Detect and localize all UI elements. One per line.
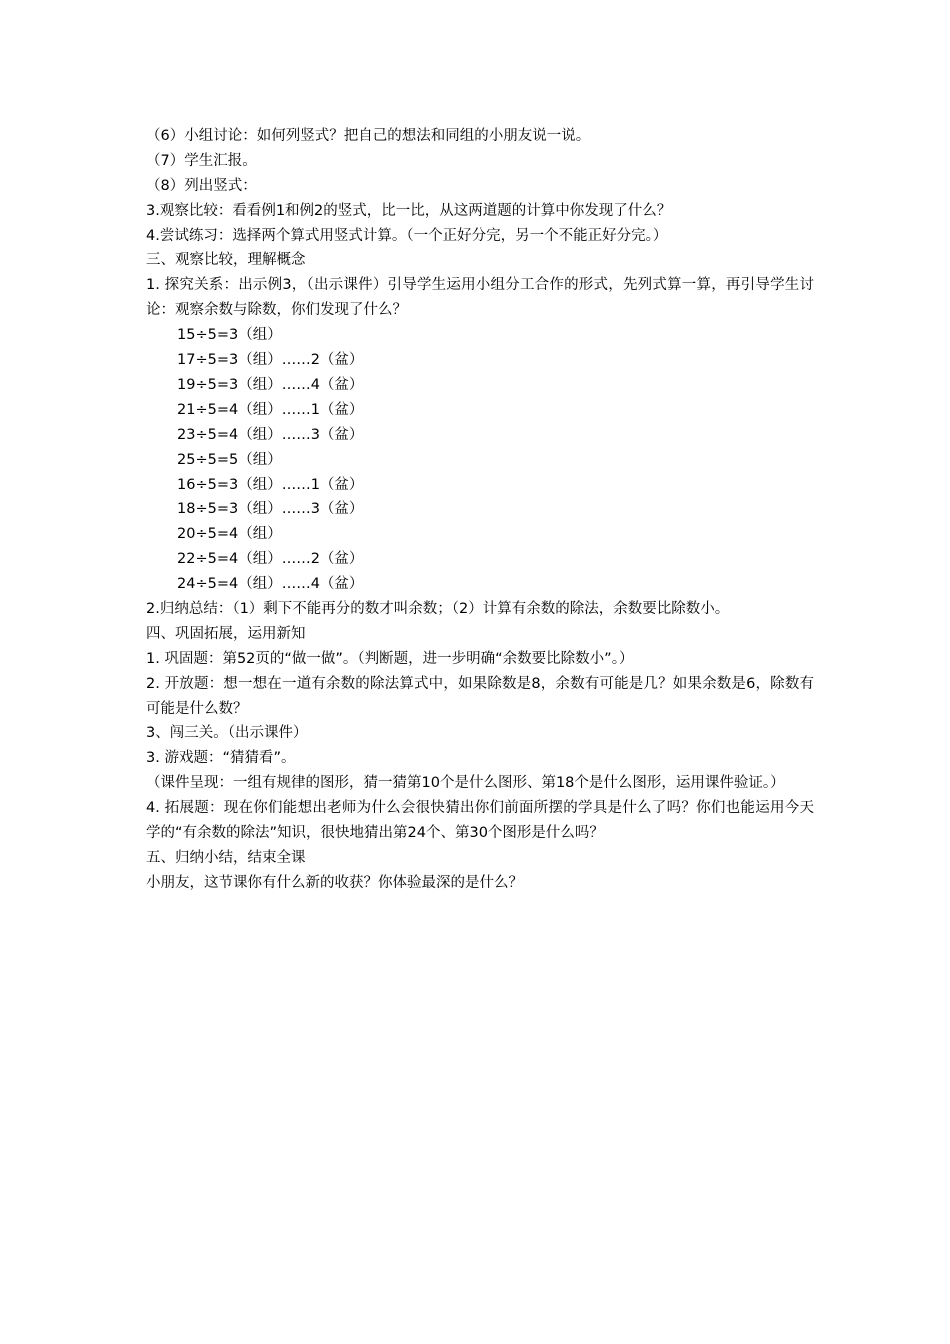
step-6-text: （6）小组讨论：如何列竖式？把自己的想法和同组的小朋友说一说。 bbox=[146, 128, 591, 144]
section-5-heading: 五、归纳小结，结束全课 bbox=[146, 850, 306, 866]
closing-paragraph: 小朋友，这节课你有什么新的收获？你体验最深的是什么？ bbox=[146, 874, 523, 891]
equation-item: 24÷5=4（组）……4（盆） bbox=[177, 576, 364, 593]
equation-item: 23÷5=4（组）……3（盆） bbox=[177, 426, 364, 443]
extension-paragraph: 4. 拓展题：现在你们能想出老师为什么会很快猜出你们前面所摆的学具是什么了吗？你们也能运用今天学的“有余数的除法”知识，很快地猜出第24个、第30个图形是什么吗？ bbox=[146, 800, 814, 842]
equation-item: 18÷5=3（组）……3（盆） bbox=[177, 501, 364, 518]
equation-item: 25÷5=5（组） bbox=[177, 451, 282, 468]
observe-compare-text: 3.观察比较：看看例1和例2的竖式，比一比，从这两道题的计算中你发现了什么？ bbox=[146, 202, 672, 219]
courseware-paragraph: （课件呈现：一组有规律的图形，猜一猜第10个是什么图形、第18个是什么图形，运用课件验证。） bbox=[146, 775, 785, 792]
explore-relation-paragraph: 1. 探究关系：出示例3，（出示课件）引导学生运用小组分工合作的形式，先列式算一算，再引导学生讨论：观察余数与除数，你们发现了什么？ bbox=[146, 277, 814, 319]
open-question-paragraph: 2. 开放题：想一想在一道有余数的除法算式中，如果除数是8，余数有可能是几？如果余数是6，除数有可能是什么数？ bbox=[146, 675, 814, 717]
three-levels-paragraph: 3、闯三关。（出示课件） bbox=[146, 725, 308, 742]
section-3-heading: 三、观察比较，理解概念 bbox=[146, 252, 306, 269]
equation-item: 17÷5=3（组）……2（盆） bbox=[177, 352, 364, 369]
game-paragraph: 3. 游戏题：“猜猜看”。 bbox=[146, 750, 296, 767]
section-4-heading: 四、巩固拓展，运用新知 bbox=[146, 625, 306, 642]
equation-item: 19÷5=3（组）……4（盆） bbox=[177, 376, 364, 393]
step-7-text: （7）学生汇报。 bbox=[146, 152, 257, 169]
equation-item: 16÷5=3（组）……1（盆） bbox=[177, 476, 364, 493]
equation-item: 22÷5=4（组）……2（盆） bbox=[177, 551, 364, 568]
step-8-text: （8）列出竖式： bbox=[146, 177, 257, 194]
equation-list bbox=[146, 323, 814, 597]
equation-item: 20÷5=4（组） bbox=[177, 526, 282, 543]
try-practice-text: 4.尝试练习：选择两个算式用竖式计算。（一个正好分完，另一个不能正好分完。） bbox=[146, 227, 668, 244]
summary-paragraph: 2.归纳总结：（1）剩下不能再分的数才叫余数；（2）计算有余数的除法，余数要比除数小。 bbox=[146, 600, 730, 617]
equation-item: 21÷5=4（组）……1（盆） bbox=[177, 401, 364, 418]
consolidate-paragraph: 1. 巩固题：第52页的“做一做”。（判断题，进一步明确“余数要比除数小”。） bbox=[146, 650, 634, 667]
document-page bbox=[146, 124, 814, 896]
equation-item: 15÷5=3（组） bbox=[177, 327, 282, 344]
